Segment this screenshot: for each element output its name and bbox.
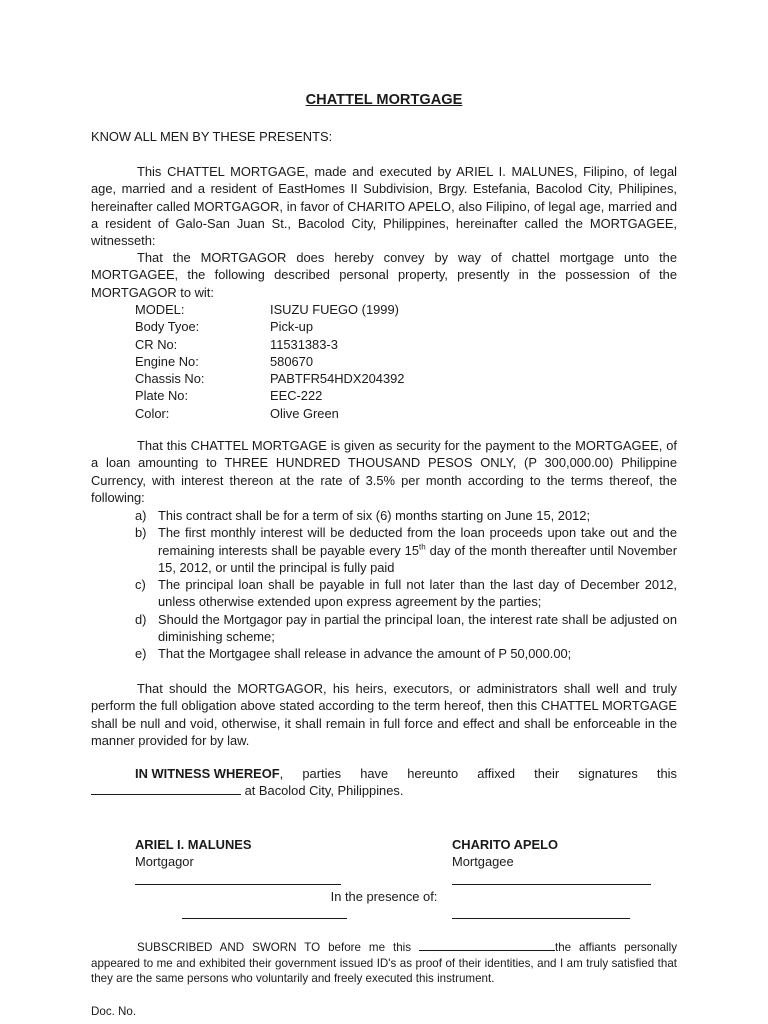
- property-row: [135, 336, 404, 353]
- paragraph-security: That this CHATTEL MORTGAGE is given as security for the payment to the MORTGAGEE, of a loan amounting to THREE HUNDRED THOUSAND PESOS ONLY, (P 300,000.00) Philippine Currency, with interest thereon at the rate of 3.5% per month according to the terms thereof, the following:: [91, 438, 677, 505]
- mortgagee-role: Mortgagee: [452, 854, 514, 869]
- jurat-text: the affiants personally appeared to me and exhibited their government issued ID's as proof of their identities, and I am truly satisfied that they are the same persons who voluntarily and freely executed this instrument.: [91, 941, 677, 986]
- witness-comma: ,: [279, 766, 284, 781]
- term-text-part: day of the month thereafter until November 15, 2012, or until the principal is fully paid: [158, 542, 677, 575]
- document-title: CHATTEL MORTGAGE: [305, 92, 463, 108]
- property-key: Plate No:: [135, 388, 189, 404]
- witness-clause: [91, 765, 677, 800]
- term-text: This contract shall be for a term of six (6) months starting on June 15, 2012;: [158, 508, 591, 523]
- property-row: [135, 301, 404, 318]
- witness-word: parties: [302, 766, 342, 781]
- term-marker: d): [135, 611, 147, 627]
- term-text: [158, 524, 677, 576]
- term-text: That the Mortgagee shall release in advance the amount of P 50,000.00;: [158, 646, 572, 662]
- term-item: [135, 611, 677, 646]
- witness-line: [91, 782, 677, 799]
- intro-line: KNOW ALL MEN BY THESE PRESENTS:: [91, 129, 333, 144]
- mortgagor-name: ARIEL I. MALUNES: [135, 837, 252, 852]
- term-text: The principal loan shall be payable in full not later than the last day of December 2012, unless otherwise extended upon express agreement by the parties;: [158, 577, 677, 610]
- paragraph-parties: This CHATTEL MORTGAGE, made and executed by ARIEL I. MALUNES, Filipino, of legal age, married and a resident of EastHomes II Subdivision, Brgy. Estefania, Bacolod City, Philipines, hereinafter called MORTGAGOR, in favor of CHARITO APELO, also Filipino, of legal age, married and a resident of Galo-San Juan St., Bacolod City, Philippines, hereinafter called the MORTGAGEE, witnesseth:: [91, 164, 677, 249]
- witness-location: at Bacolod City, Philippines.: [244, 783, 404, 799]
- mortgagee-name: CHARITO APELO: [452, 837, 558, 852]
- paragraph-conveyance: That the MORTGAGOR does hereby convey by way of chattel mortgage unto the MORTGAGEE, the following described personal property, presently in the possession of the MORTGAGOR to wit:: [91, 250, 677, 300]
- property-details: [135, 301, 404, 422]
- witness-word: affixed: [477, 766, 515, 781]
- jurat-text: SUBSCRIBED AND SWORN TO before me this: [137, 941, 412, 954]
- property-row: [135, 318, 404, 335]
- property-row: [135, 353, 404, 370]
- witness-line: [91, 765, 677, 782]
- term-item: [135, 576, 677, 611]
- witness-signature-line-right: [452, 918, 630, 919]
- doc-no-label: Doc. No.: [91, 1005, 137, 1018]
- witness-word: signatures: [578, 766, 638, 781]
- notary-jurat: [91, 939, 677, 987]
- terms-list: [135, 507, 677, 663]
- witness-signature-line-left: [182, 918, 347, 919]
- mortgagor-role: Mortgagor: [135, 854, 194, 869]
- property-value: Pick-up: [270, 319, 313, 335]
- mortgagor-signature-line: [135, 884, 341, 885]
- term-marker: e): [135, 646, 147, 662]
- property-key: Body Tyoe:: [135, 319, 200, 335]
- property-value: 580670: [270, 353, 314, 369]
- date-blank: [91, 783, 241, 795]
- term-item: [135, 645, 677, 662]
- term-text-part: The first monthly interest will be deducted from the loan proceeds upon take out and the remaining interests shall be payable every 15: [158, 525, 677, 558]
- mortgagee-signature-line: [452, 884, 651, 885]
- property-row: [135, 370, 404, 387]
- term-item: [135, 524, 677, 576]
- property-value: 11531383-3: [270, 336, 338, 352]
- term-item: [135, 507, 677, 524]
- property-key: CR No:: [135, 336, 178, 352]
- property-value: ISUZU FUEGO (1999): [270, 302, 399, 317]
- property-key: MODEL:: [135, 302, 185, 317]
- witness-word: have: [360, 766, 389, 781]
- witness-word: hereunto: [407, 766, 459, 781]
- term-marker: c): [135, 577, 146, 593]
- property-key: Color:: [135, 405, 170, 421]
- witness-word: their: [534, 766, 560, 781]
- property-key: Chassis No:: [135, 371, 205, 387]
- term-text: Should the Mortgagor pay in partial the principal loan, the interest rate shall be adjusted on diminishing scheme;: [158, 611, 677, 645]
- property-value: EEC-222: [270, 388, 323, 404]
- witness-word: this: [656, 766, 677, 781]
- witness-bold: IN WITNESS WHEREOF: [135, 766, 280, 781]
- witness-phrase: [135, 765, 283, 782]
- ordinal-suffix: th: [418, 542, 426, 552]
- term-marker: a): [135, 508, 147, 523]
- presence-label: In the presence of:: [330, 889, 438, 904]
- property-row: [135, 405, 404, 422]
- jurat-date-blank: [419, 939, 555, 951]
- paragraph-conditions: That should the MORTGAGOR, his heirs, executors, or administrators shall well and truly perform the full obligation above stated according to the term hereof, then this CHATTEL MORTGAGE shall be null and void, otherwise, it shall remain in full force and effect and shall be enforceable in the manner provided for by law.: [91, 681, 677, 748]
- property-value: Olive Green: [270, 405, 339, 421]
- term-marker: b): [135, 525, 147, 541]
- property-key: Engine No:: [135, 353, 199, 369]
- property-value: PABTFR54HDX204392: [270, 371, 405, 387]
- property-row: [135, 387, 404, 404]
